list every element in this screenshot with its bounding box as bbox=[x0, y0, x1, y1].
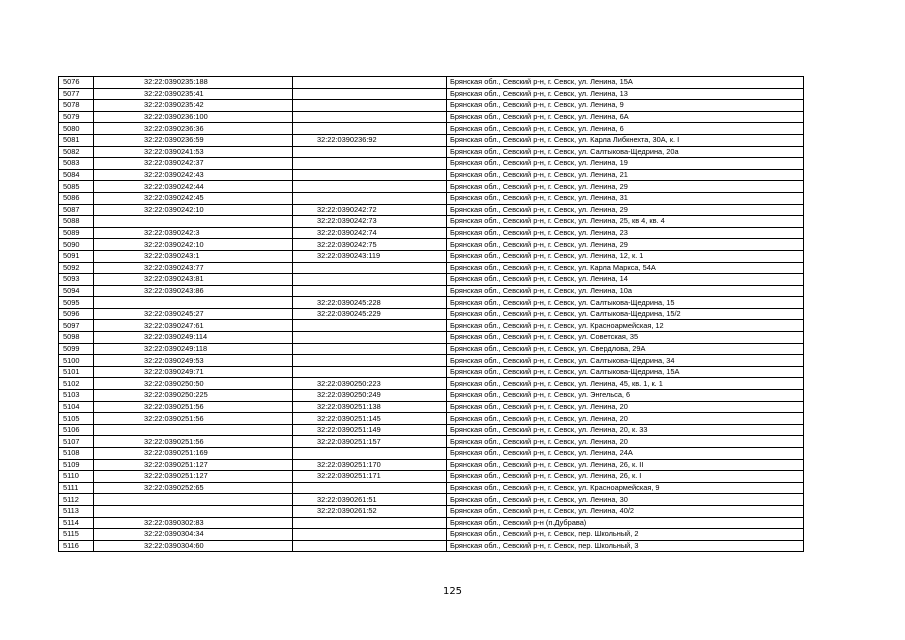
related-cadastral-number-cell: 32:22:0390251:138 bbox=[293, 401, 447, 413]
address-cell: Брянская обл., Севский р-н, г. Севск, ул. Ленина, 29 bbox=[447, 181, 804, 193]
cadastral-number-cell: 32:22:0390235:42 bbox=[94, 100, 293, 112]
row-number-cell: 5096 bbox=[59, 308, 94, 320]
row-number-cell: 5108 bbox=[59, 448, 94, 460]
address-cell: Брянская обл., Севский р-н, г. Севск, ул. Салтыкова-Щедрина, 34 bbox=[447, 355, 804, 367]
table-row bbox=[59, 192, 804, 204]
table-row bbox=[59, 355, 804, 367]
related-cadastral-number-cell: 32:22:0390245:228 bbox=[293, 297, 447, 309]
address-cell: Брянская обл., Севский р-н, г. Севск, ул. Карла Либкнехта, 30А, к. I bbox=[447, 134, 804, 146]
row-number-cell: 5113 bbox=[59, 505, 94, 517]
related-cadastral-number-cell bbox=[293, 540, 447, 552]
table-row bbox=[59, 320, 804, 332]
address-cell: Брянская обл., Севский р-н, г. Севск, ул. Салтыкова-Щедрина, 20а bbox=[447, 146, 804, 158]
cadastral-number-cell: 32:22:0390243:86 bbox=[94, 285, 293, 297]
table-row bbox=[59, 123, 804, 135]
row-number-cell: 5116 bbox=[59, 540, 94, 552]
related-cadastral-number-cell bbox=[293, 448, 447, 460]
registry-table-body bbox=[59, 77, 804, 552]
related-cadastral-number-cell bbox=[293, 169, 447, 181]
cadastral-number-cell: 32:22:0390236:59 bbox=[94, 134, 293, 146]
table-row bbox=[59, 390, 804, 402]
table-row bbox=[59, 436, 804, 448]
row-number-cell: 5086 bbox=[59, 192, 94, 204]
related-cadastral-number-cell bbox=[293, 517, 447, 529]
related-cadastral-number-cell bbox=[293, 158, 447, 170]
row-number-cell: 5102 bbox=[59, 378, 94, 390]
cadastral-number-cell: 32:22:0390236:100 bbox=[94, 111, 293, 123]
related-cadastral-number-cell: 32:22:0390243:119 bbox=[293, 250, 447, 262]
cadastral-number-cell: 32:22:0390235:188 bbox=[94, 77, 293, 89]
table-row bbox=[59, 285, 804, 297]
cadastral-number-cell: 32:22:0390250:225 bbox=[94, 390, 293, 402]
cadastral-number-cell: 32:22:0390251:127 bbox=[94, 471, 293, 483]
table-row bbox=[59, 239, 804, 251]
address-cell: Брянская обл., Севский р-н, г. Севск, ул. Салтыкова-Щедрина, 15/2 bbox=[447, 308, 804, 320]
related-cadastral-number-cell bbox=[293, 192, 447, 204]
related-cadastral-number-cell: 32:22:0390251:170 bbox=[293, 459, 447, 471]
row-number-cell: 5090 bbox=[59, 239, 94, 251]
row-number-cell: 5091 bbox=[59, 250, 94, 262]
cadastral-number-cell bbox=[94, 494, 293, 506]
table-row bbox=[59, 540, 804, 552]
row-number-cell: 5093 bbox=[59, 274, 94, 286]
address-cell: Брянская обл., Севский р-н, г. Севск, ул. Ленина, 21 bbox=[447, 169, 804, 181]
table-row bbox=[59, 250, 804, 262]
row-number-cell: 5083 bbox=[59, 158, 94, 170]
related-cadastral-number-cell bbox=[293, 482, 447, 494]
related-cadastral-number-cell bbox=[293, 123, 447, 135]
related-cadastral-number-cell: 32:22:0390245:229 bbox=[293, 308, 447, 320]
cadastral-number-cell: 32:22:0390249:53 bbox=[94, 355, 293, 367]
table-row bbox=[59, 146, 804, 158]
address-cell: Брянская обл., Севский р-н, г. Севск, ул. Ленина, 30 bbox=[447, 494, 804, 506]
cadastral-number-cell: 32:22:0390247:61 bbox=[94, 320, 293, 332]
address-cell: Брянская обл., Севский р-н, г. Севск, ул. Ленина, 6 bbox=[447, 123, 804, 135]
table-row bbox=[59, 111, 804, 123]
row-number-cell: 5079 bbox=[59, 111, 94, 123]
cadastral-number-cell: 32:22:0390242:44 bbox=[94, 181, 293, 193]
page-number: 125 bbox=[442, 586, 463, 597]
related-cadastral-number-cell: 32:22:0390236:92 bbox=[293, 134, 447, 146]
cadastral-number-cell: 32:22:0390242:10 bbox=[94, 239, 293, 251]
table-row bbox=[59, 366, 804, 378]
row-number-cell: 5088 bbox=[59, 216, 94, 228]
address-cell: Брянская обл., Севский р-н, г. Севск, ул. Ленина, 25, кв 4, кв. 4 bbox=[447, 216, 804, 228]
table-row bbox=[59, 413, 804, 425]
row-number-cell: 5099 bbox=[59, 343, 94, 355]
related-cadastral-number-cell: 32:22:0390242:72 bbox=[293, 204, 447, 216]
row-number-cell: 5084 bbox=[59, 169, 94, 181]
cadastral-number-cell: 32:22:0390242:10 bbox=[94, 204, 293, 216]
table-row bbox=[59, 378, 804, 390]
address-cell: Брянская обл., Севский р-н, г. Севск, ул. Салтыкова-Щедрина, 15 bbox=[447, 297, 804, 309]
table-row bbox=[59, 424, 804, 436]
address-cell: Брянская обл., Севский р-н, г. Севск, ул. Ленина, 13 bbox=[447, 88, 804, 100]
related-cadastral-number-cell: 32:22:0390242:73 bbox=[293, 216, 447, 228]
related-cadastral-number-cell: 32:22:0390242:75 bbox=[293, 239, 447, 251]
table-row bbox=[59, 343, 804, 355]
cadastral-number-cell: 32:22:0390243:1 bbox=[94, 250, 293, 262]
row-number-cell: 5076 bbox=[59, 77, 94, 89]
cadastral-number-cell bbox=[94, 424, 293, 436]
cadastral-number-cell: 32:22:0390243:77 bbox=[94, 262, 293, 274]
related-cadastral-number-cell bbox=[293, 146, 447, 158]
address-cell: Брянская обл., Севский р-н, г. Севск, пер. Школьный, 2 bbox=[447, 529, 804, 541]
related-cadastral-number-cell bbox=[293, 88, 447, 100]
cadastral-number-cell: 32:22:0390249:118 bbox=[94, 343, 293, 355]
cadastral-number-cell: 32:22:0390304:60 bbox=[94, 540, 293, 552]
row-number-cell: 5092 bbox=[59, 262, 94, 274]
cadastral-number-cell: 32:22:0390242:37 bbox=[94, 158, 293, 170]
row-number-cell: 5105 bbox=[59, 413, 94, 425]
address-cell: Брянская обл., Севский р-н, г. Севск, ул. Ленина, 20 bbox=[447, 436, 804, 448]
row-number-cell: 5110 bbox=[59, 471, 94, 483]
address-cell: Брянская обл., Севский р-н, г. Севск, ул. Салтыкова-Щедрина, 15А bbox=[447, 366, 804, 378]
address-cell: Брянская обл., Севский р-н, г. Севск, ул. Ленина, 6А bbox=[447, 111, 804, 123]
related-cadastral-number-cell bbox=[293, 262, 447, 274]
address-cell: Брянская обл., Севский р-н, г. Севск, ул. Ленина, 29 bbox=[447, 204, 804, 216]
address-cell: Брянская обл., Севский р-н, г. Севск, пер. Школьный, 3 bbox=[447, 540, 804, 552]
cadastral-number-cell: 32:22:0390302:83 bbox=[94, 517, 293, 529]
row-number-cell: 5101 bbox=[59, 366, 94, 378]
related-cadastral-number-cell bbox=[293, 343, 447, 355]
table-row bbox=[59, 459, 804, 471]
row-number-cell: 5087 bbox=[59, 204, 94, 216]
row-number-cell: 5109 bbox=[59, 459, 94, 471]
table-row bbox=[59, 401, 804, 413]
cadastral-number-cell: 32:22:0390242:43 bbox=[94, 169, 293, 181]
address-cell: Брянская обл., Севский р-н, г. Севск, ул. Ленина, 45, кв. 1, к. 1 bbox=[447, 378, 804, 390]
table-row bbox=[59, 134, 804, 146]
row-number-cell: 5106 bbox=[59, 424, 94, 436]
table-row bbox=[59, 471, 804, 483]
address-cell: Брянская обл., Севский р-н, г. Севск, ул. Советская, 35 bbox=[447, 332, 804, 344]
cadastral-number-cell: 32:22:0390242:3 bbox=[94, 227, 293, 239]
cadastral-number-cell: 32:22:0390245:27 bbox=[94, 308, 293, 320]
cadastral-number-cell: 32:22:0390235:41 bbox=[94, 88, 293, 100]
cadastral-number-cell: 32:22:0390242:45 bbox=[94, 192, 293, 204]
row-number-cell: 5085 bbox=[59, 181, 94, 193]
row-number-cell: 5111 bbox=[59, 482, 94, 494]
related-cadastral-number-cell bbox=[293, 320, 447, 332]
row-number-cell: 5097 bbox=[59, 320, 94, 332]
related-cadastral-number-cell bbox=[293, 332, 447, 344]
address-cell: Брянская обл., Севский р-н, г. Севск, ул. Карла Маркса, 54А bbox=[447, 262, 804, 274]
row-number-cell: 5098 bbox=[59, 332, 94, 344]
cadastral-number-cell: 32:22:0390249:114 bbox=[94, 332, 293, 344]
cadastral-number-cell: 32:22:0390250:50 bbox=[94, 378, 293, 390]
cadastral-number-cell: 32:22:0390251:56 bbox=[94, 413, 293, 425]
related-cadastral-number-cell bbox=[293, 274, 447, 286]
address-cell: Брянская обл., Севский р-н, г. Севск, ул. Свердлова, 29А bbox=[447, 343, 804, 355]
related-cadastral-number-cell: 32:22:0390261:52 bbox=[293, 505, 447, 517]
related-cadastral-number-cell: 32:22:0390250:249 bbox=[293, 390, 447, 402]
row-number-cell: 5107 bbox=[59, 436, 94, 448]
related-cadastral-number-cell: 32:22:0390251:157 bbox=[293, 436, 447, 448]
table-row bbox=[59, 274, 804, 286]
address-cell: Брянская обл., Севский р-н, г. Севск, ул. Ленина, 31 bbox=[447, 192, 804, 204]
related-cadastral-number-cell bbox=[293, 366, 447, 378]
row-number-cell: 5089 bbox=[59, 227, 94, 239]
row-number-cell: 5080 bbox=[59, 123, 94, 135]
table-row bbox=[59, 529, 804, 541]
address-cell: Брянская обл., Севский р-н, г. Севск, ул. Ленина, 20 bbox=[447, 413, 804, 425]
table-row bbox=[59, 216, 804, 228]
row-number-cell: 5095 bbox=[59, 297, 94, 309]
address-cell: Брянская обл., Севский р-н, г. Севск, ул. Ленина, 19 bbox=[447, 158, 804, 170]
address-cell: Брянская обл., Севский р-н, г. Севск, ул. Ленина, 24А bbox=[447, 448, 804, 460]
cadastral-number-cell bbox=[94, 216, 293, 228]
row-number-cell: 5082 bbox=[59, 146, 94, 158]
cadastral-registry-table bbox=[58, 76, 804, 552]
related-cadastral-number-cell: 32:22:0390250:223 bbox=[293, 378, 447, 390]
related-cadastral-number-cell: 32:22:0390261:51 bbox=[293, 494, 447, 506]
table-row bbox=[59, 88, 804, 100]
cadastral-number-cell: 32:22:0390251:127 bbox=[94, 459, 293, 471]
row-number-cell: 5104 bbox=[59, 401, 94, 413]
address-cell: Брянская обл., Севский р-н, г. Севск, ул. Ленина, 20, к. 33 bbox=[447, 424, 804, 436]
table-row bbox=[59, 158, 804, 170]
cadastral-number-cell bbox=[94, 505, 293, 517]
row-number-cell: 5114 bbox=[59, 517, 94, 529]
address-cell: Брянская обл., Севский р-н, г. Севск, ул. Ленина, 40/2 bbox=[447, 505, 804, 517]
cadastral-number-cell: 32:22:0390243:81 bbox=[94, 274, 293, 286]
table-row bbox=[59, 100, 804, 112]
row-number-cell: 5077 bbox=[59, 88, 94, 100]
table-row bbox=[59, 181, 804, 193]
table-row bbox=[59, 77, 804, 89]
row-number-cell: 5112 bbox=[59, 494, 94, 506]
related-cadastral-number-cell: 32:22:0390242:74 bbox=[293, 227, 447, 239]
table-row bbox=[59, 204, 804, 216]
cadastral-number-cell: 32:22:0390252:65 bbox=[94, 482, 293, 494]
table-row bbox=[59, 332, 804, 344]
row-number-cell: 5081 bbox=[59, 134, 94, 146]
cadastral-number-cell: 32:22:0390241:53 bbox=[94, 146, 293, 158]
address-cell: Брянская обл., Севский р-н, г. Севск, ул. Ленина, 10а bbox=[447, 285, 804, 297]
table-row bbox=[59, 517, 804, 529]
related-cadastral-number-cell bbox=[293, 181, 447, 193]
related-cadastral-number-cell bbox=[293, 285, 447, 297]
related-cadastral-number-cell: 32:22:0390251:171 bbox=[293, 471, 447, 483]
address-cell: Брянская обл., Севский р-н, г. Севск, ул. Ленина, 23 bbox=[447, 227, 804, 239]
table-row bbox=[59, 448, 804, 460]
row-number-cell: 5078 bbox=[59, 100, 94, 112]
cadastral-number-cell bbox=[94, 297, 293, 309]
table-row bbox=[59, 262, 804, 274]
table-row bbox=[59, 308, 804, 320]
row-number-cell: 5103 bbox=[59, 390, 94, 402]
related-cadastral-number-cell bbox=[293, 529, 447, 541]
related-cadastral-number-cell bbox=[293, 100, 447, 112]
table-row bbox=[59, 482, 804, 494]
row-number-cell: 5094 bbox=[59, 285, 94, 297]
address-cell: Брянская обл., Севский р-н, г. Севск, ул. Ленина, 14 bbox=[447, 274, 804, 286]
address-cell: Брянская обл., Севский р-н, г. Севск, ул. Ленина, 15А bbox=[447, 77, 804, 89]
cadastral-number-cell: 32:22:0390249:71 bbox=[94, 366, 293, 378]
row-number-cell: 5115 bbox=[59, 529, 94, 541]
cadastral-number-cell: 32:22:0390251:169 bbox=[94, 448, 293, 460]
address-cell: Брянская обл., Севский р-н, г. Севск, ул. Ленина, 26, к. I bbox=[447, 471, 804, 483]
address-cell: Брянская обл., Севский р-н, г. Севск, ул. Красноармейская, 9 bbox=[447, 482, 804, 494]
address-cell: Брянская обл., Севский р-н (п.Дубрава) bbox=[447, 517, 804, 529]
cadastral-number-cell: 32:22:0390236:36 bbox=[94, 123, 293, 135]
related-cadastral-number-cell bbox=[293, 111, 447, 123]
related-cadastral-number-cell: 32:22:0390251:145 bbox=[293, 413, 447, 425]
address-cell: Брянская обл., Севский р-н, г. Севск, ул. Ленина, 9 bbox=[447, 100, 804, 112]
address-cell: Брянская обл., Севский р-н, г. Севск, ул. Энгельса, 6 bbox=[447, 390, 804, 402]
address-cell: Брянская обл., Севский р-н, г. Севск, ул. Ленина, 12, к. 1 bbox=[447, 250, 804, 262]
cadastral-number-cell: 32:22:0390251:56 bbox=[94, 401, 293, 413]
related-cadastral-number-cell: 32:22:0390251:149 bbox=[293, 424, 447, 436]
related-cadastral-number-cell bbox=[293, 355, 447, 367]
cadastral-number-cell: 32:22:0390251:56 bbox=[94, 436, 293, 448]
table-row bbox=[59, 227, 804, 239]
address-cell: Брянская обл., Севский р-н, г. Севск, ул. Ленина, 26, к. II bbox=[447, 459, 804, 471]
table-row bbox=[59, 169, 804, 181]
table-row bbox=[59, 494, 804, 506]
address-cell: Брянская обл., Севский р-н, г. Севск, ул. Ленина, 29 bbox=[447, 239, 804, 251]
cadastral-number-cell: 32:22:0390304:34 bbox=[94, 529, 293, 541]
table-row bbox=[59, 297, 804, 309]
row-number-cell: 5100 bbox=[59, 355, 94, 367]
address-cell: Брянская обл., Севский р-н, г. Севск, ул. Красноармейская, 12 bbox=[447, 320, 804, 332]
address-cell: Брянская обл., Севский р-н, г. Севск, ул. Ленина, 20 bbox=[447, 401, 804, 413]
related-cadastral-number-cell bbox=[293, 77, 447, 89]
table-row bbox=[59, 505, 804, 517]
